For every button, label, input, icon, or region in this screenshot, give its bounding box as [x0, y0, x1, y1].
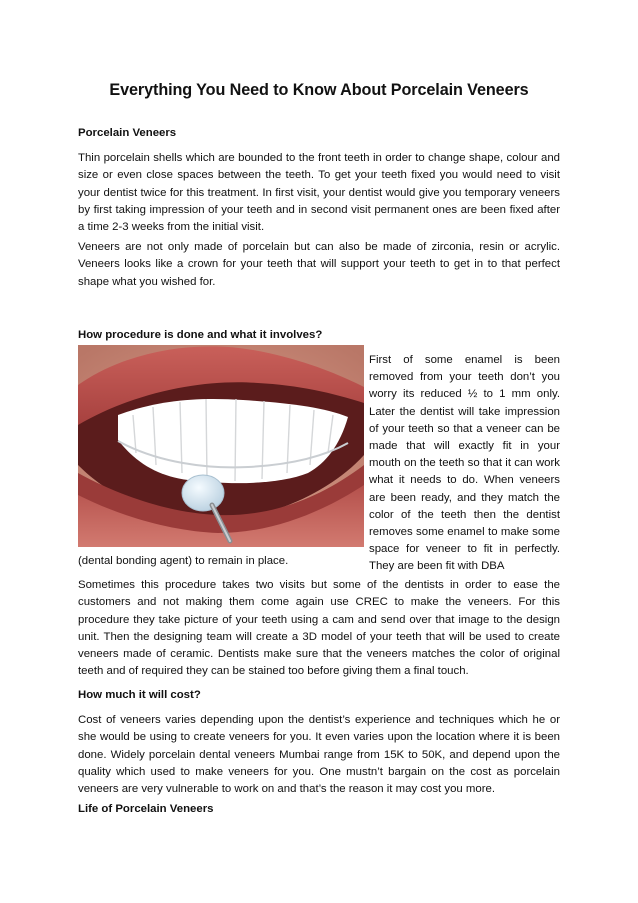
- paragraph-materials: Veneers are not only made of porcelain but can also be made of zirconia, resin or acrylic. Veneers looks like a crown for your teeth that will support your teeth to get in to that perfect shape what you wished for.: [78, 241, 560, 288]
- paragraph-crec: Sometimes this procedure takes two visits but some of the dentists in order to ease the customers and not making them come again use CREC to make the veneers. For this procedure they take picture of your teeth using a cam and send over that image to the design unit. Then the designing team will create a 3D model of your teeth that will be used to create veneers made of ceramic. Dentists make sure that the veneers matches the color of original teeth and of required they can be stained too before giving them a final touch.: [78, 579, 560, 678]
- procedure-tail-text: (dental bonding agent) to remain in place.: [78, 555, 289, 567]
- smile-illustration: [78, 345, 364, 547]
- heading-cost: How much it will cost?: [78, 689, 201, 701]
- document-title: Everything You Need to Know About Porcelain Veneers: [109, 81, 529, 99]
- paragraph-intro: Thin porcelain shells which are bounded to the front teeth in order to change shape, colour and size or even close spaces between the teeth. To get your teeth fixed you would need to visit your dentist twice for this treatment. In first visit, your dentist would give you temporary veneers by first taking impression of your teeth and in second visit permanent ones are been fixed after a time 2-3 weeks from the initial visit.: [78, 152, 560, 234]
- heading-life: Life of Porcelain Veneers: [78, 803, 214, 815]
- paragraph-cost: Cost of veneers varies depending upon the dentist’s experience and techniques which he or she would be using to create veneers for you. It even varies upon the location where it is been done. Widely porcelain dental veneers Mumbai range from 15K to 50K, and depend upon the quality which used to make veneers for you. One mustn’t bargain on the cost as porcelain veneers are very vulnerable to work on and that’s the reason it may cost you more.: [78, 714, 560, 796]
- procedure-side-text: First of some enamel is been removed from your teeth don’t you worry its reduced ½ to 1 mm only. Later the dentist will take impression of your teeth so that a veneer can be made that will exactly fit in your mouth on the teeth so that it can work what it needs to do. When veneers are been ready, and they match the color of the teeth then the dentist removes some enamel to make some space for veneer to fit in perfectly. They are been fit with DBA: [369, 354, 560, 573]
- heading-procedure: How procedure is done and what it involves?: [78, 329, 323, 341]
- heading-porcelain-veneers: Porcelain Veneers: [78, 127, 177, 139]
- veneer-teeth-image: [78, 345, 364, 547]
